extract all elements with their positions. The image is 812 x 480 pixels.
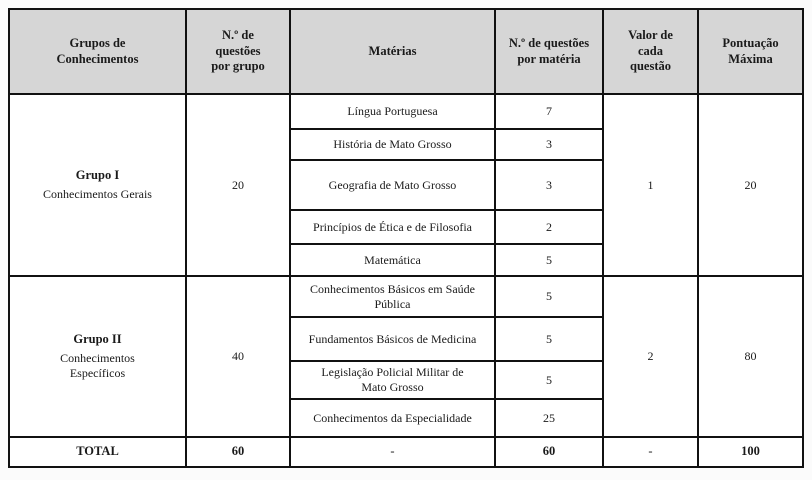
total-questions-per-subject: 60 [494, 436, 604, 468]
group2-subject-questions: 5 [494, 275, 604, 318]
total-subjects: - [289, 436, 496, 468]
group2-subject-questions: 25 [494, 398, 604, 438]
header-questions-per-subject: N.º de questões por matéria [494, 8, 604, 95]
header-value-per-question: Valor de cada questão [602, 8, 699, 95]
group1-subject-questions: 3 [494, 128, 604, 161]
group2-subject-name: Legislação Policial Militar de Mato Grosso [289, 360, 496, 400]
total-value: - [602, 436, 699, 468]
group2-value: 2 [602, 275, 699, 438]
group2-label-cell [8, 275, 187, 438]
group1-subject-name: Língua Portuguesa [289, 93, 496, 130]
group1-subject-questions: 7 [494, 93, 604, 130]
group1-questions: 20 [185, 93, 291, 277]
group2-subject-name: Conhecimentos da Especialidade [289, 398, 496, 438]
group2-max-score: 80 [697, 275, 804, 438]
group1-max-score: 20 [697, 93, 804, 277]
group2-subtitle: Conhecimentos Específicos [60, 351, 135, 381]
total-max-score: 100 [697, 436, 804, 468]
group1-value: 1 [602, 93, 699, 277]
header-max-score: Pontuação Máxima [697, 8, 804, 95]
header-subjects: Matérias [289, 8, 496, 95]
header-groups: Grupos de Conhecimentos [8, 8, 187, 95]
group2-subject-questions: 5 [494, 360, 604, 400]
group1-label-cell [8, 93, 187, 277]
group1-subject-name: Princípios de Ética e de Filosofia [289, 209, 496, 245]
group2-subject-name: Conhecimentos Básicos em Saúde Pública [289, 275, 496, 318]
header-questions-per-group: N.º de questões por grupo [185, 8, 291, 95]
group1-subject-name: Geografia de Mato Grosso [289, 159, 496, 211]
group1-subject-questions: 3 [494, 159, 604, 211]
group1-subject-questions: 5 [494, 243, 604, 277]
group2-title: Grupo II [73, 331, 122, 346]
group2-subject-questions: 5 [494, 316, 604, 362]
group2-questions: 40 [185, 275, 291, 438]
total-questions-per-group: 60 [185, 436, 291, 468]
group1-subject-name: História de Mato Grosso [289, 128, 496, 161]
group1-subject-questions: 2 [494, 209, 604, 245]
group1-subtitle: Conhecimentos Gerais [43, 187, 152, 202]
group1-subject-name: Matemática [289, 243, 496, 277]
group2-subject-name: Fundamentos Básicos de Medicina [289, 316, 496, 362]
group1-title: Grupo I [75, 167, 120, 182]
total-label: TOTAL [8, 436, 187, 468]
